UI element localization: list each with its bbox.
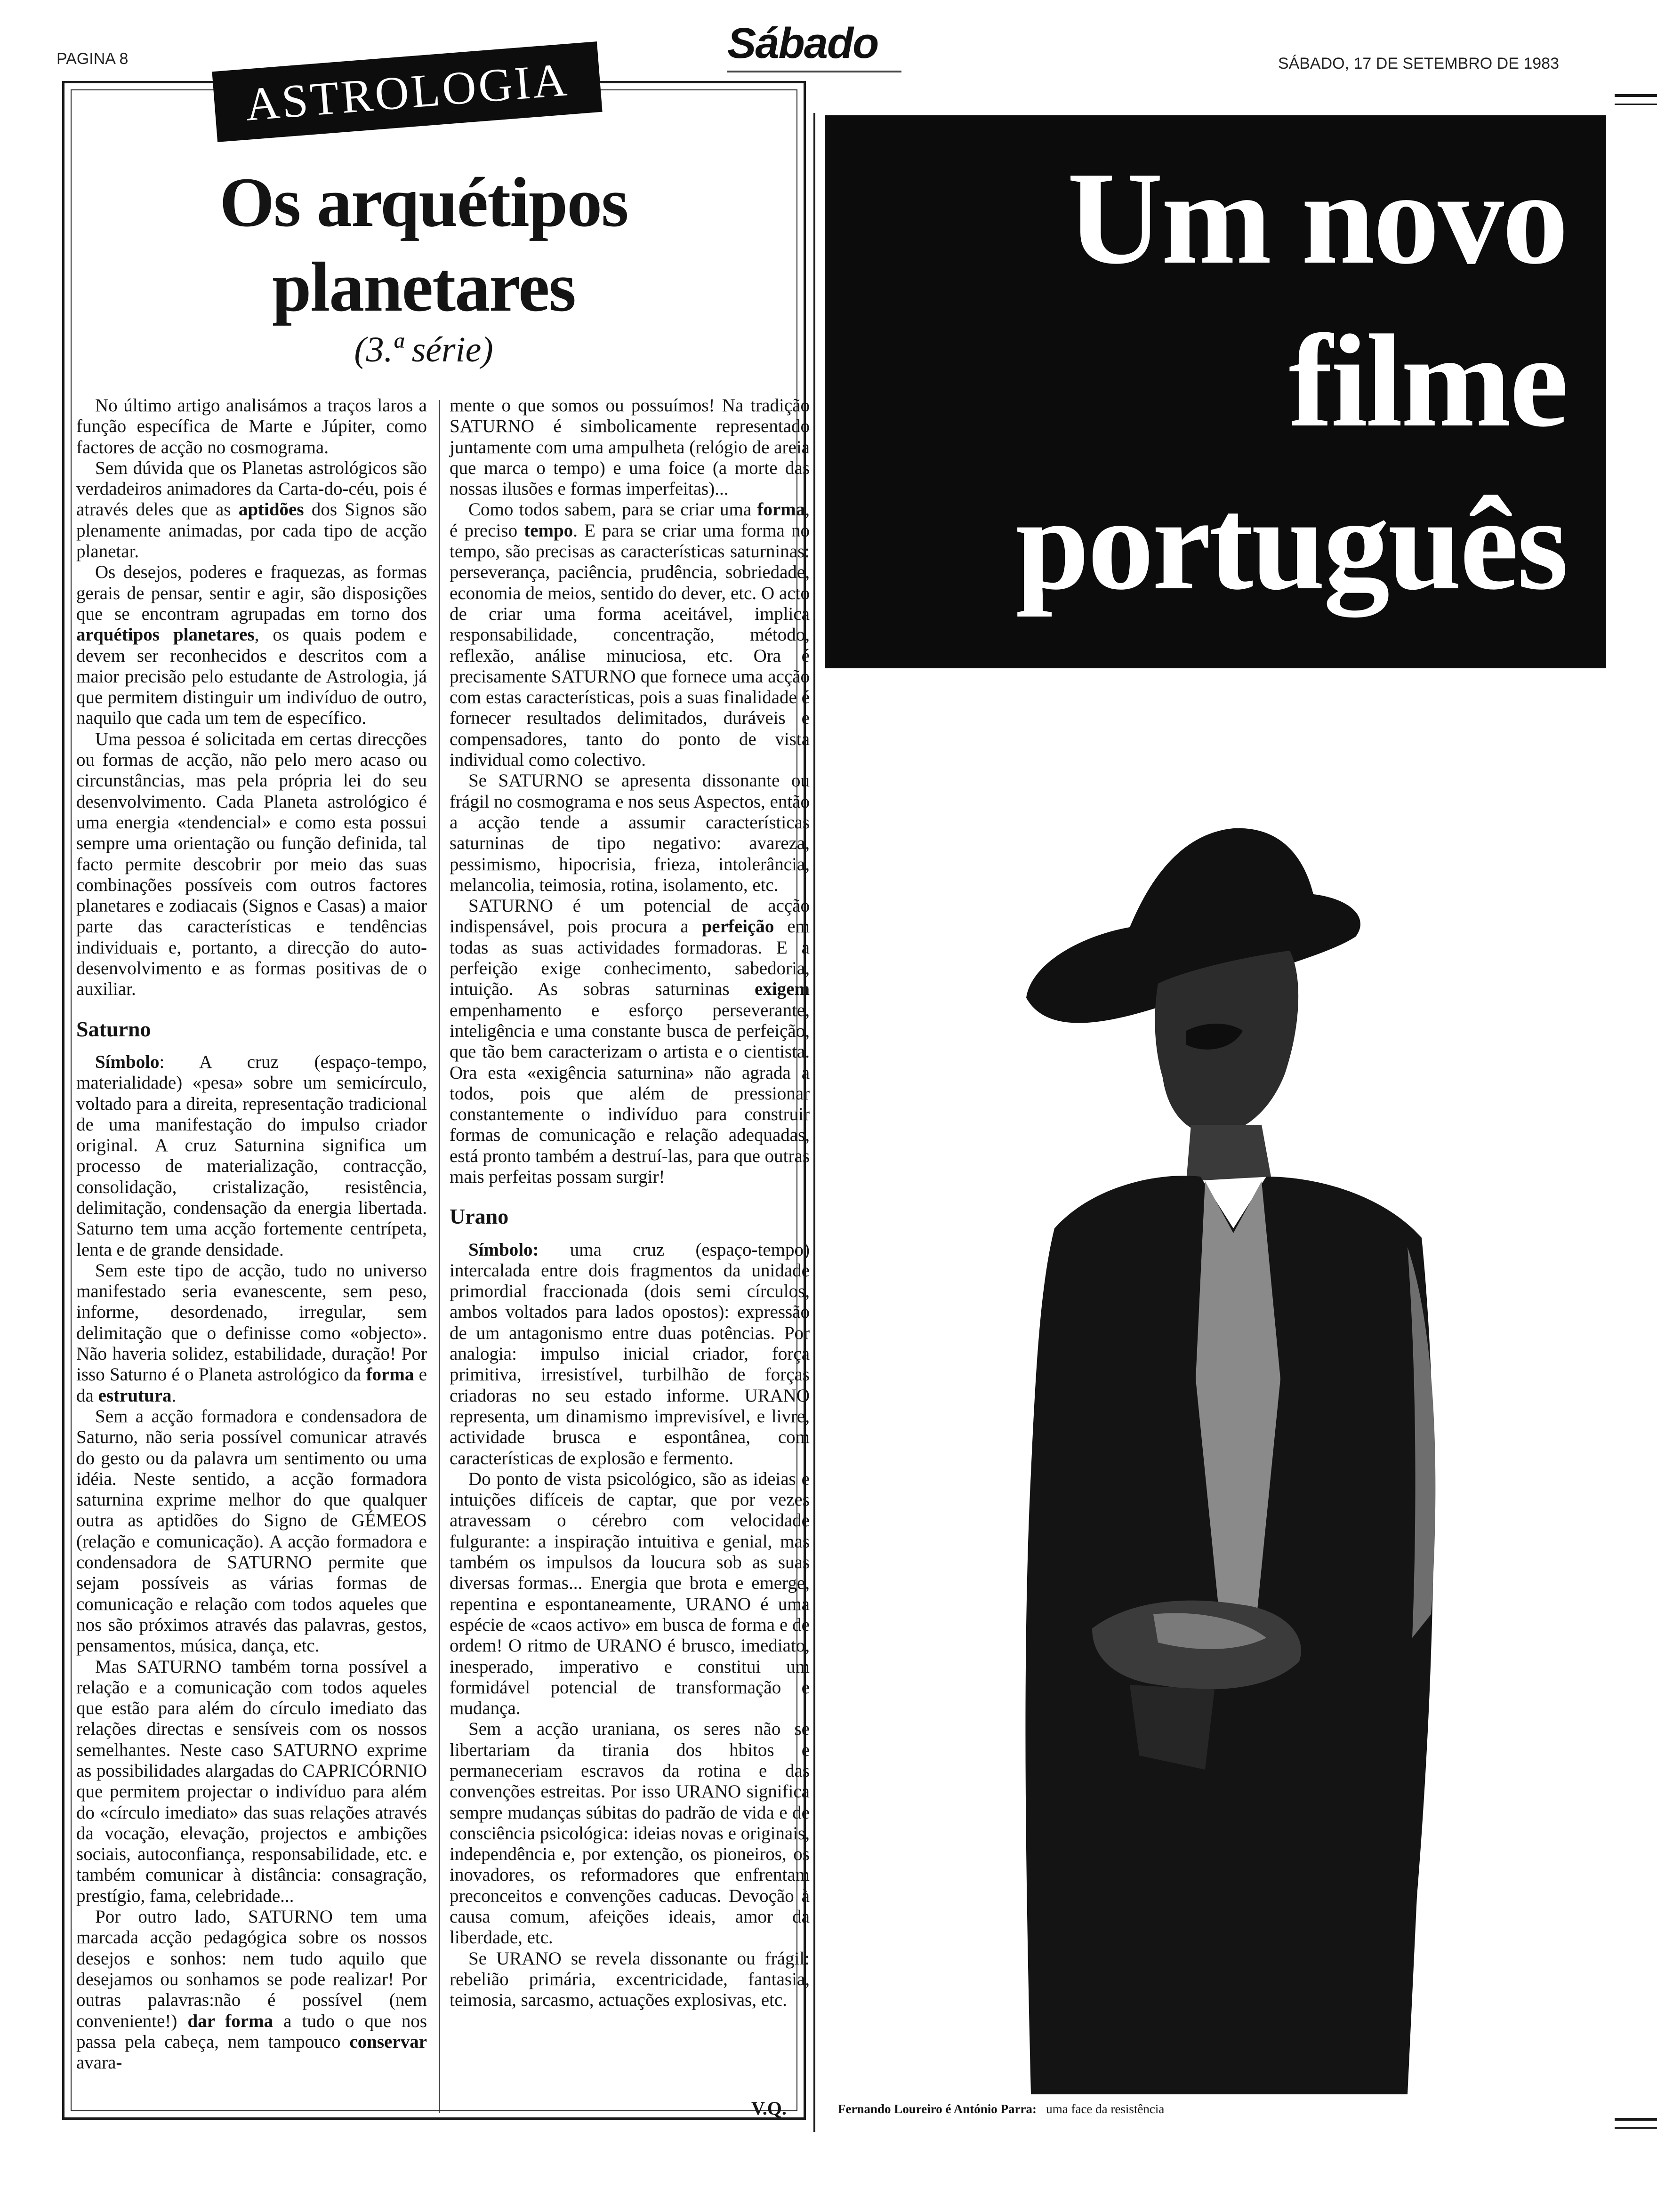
paragraph: Como todos sabem, para se criar uma forma, é preciso tempo. E para se criar uma forma no tempo, são precisas as características saturninas: perseverança, paciência, prudência, sobriedade, economia de meios, sentido do dever, etc. O acto de criar uma forma aceitável, implica responsabilidade, concentração, método, reflexão, análise minuciosa, etc. Ora é precisamente SATURNO que fornece uma acção com estas características, pois a suas finalidade é fornecer resultados delimitados, duráveis e compensadores, tanto do ponto de vista individual como colectivo. [450,499,810,770]
paragraph: Se SATURNO se apresenta dissonante ou frágil no cosmograma e nos seus Aspectos, então a acção tende a assumir características saturninas de tipo negativo: avareza, pessimismo, hipocrisia, frieza, intolerância, melancolia, teimosia, rotina, isolamento, etc. [450,770,810,895]
paragraph: Sem dúvida que os Planetas astrológicos são verdadeiros animadores da Carta-do-céu, pois é através deles que as aptidões dos Signos são plenamente animadas, por cada tipo de acção planetar. [76,457,427,562]
actor-photo [828,673,1610,2094]
subheading-urano: Urano [450,1204,509,1229]
author-signature: V.Q. [751,2098,787,2119]
masthead-underline [727,71,901,72]
paragraph: Sem a acção formadora e condensadora de Saturno, não seria possível comunicar através do gesto ou da palavra um sentimento ou uma idéia. Neste sentido, a acção formadora saturnina exprime melhor do que qualquer outra as aptidões do Signo de GÉMEOS (relação e comunicação). A acção formadora e condensadora de SATURNO permite que sejam possíveis as várias formas de comunicação e relação com todos aqueles que nos são próximos através das palavras, gestos, pensamentos, música, dança, etc. [76,1406,427,1656]
paragraph: Uma pessoa é solicitada em certas direcções ou formas de acção, não pelo mero acaso ou circunstâncias, mas pela própria lei do seu desenvolvimento. Cada Planeta astrológico é uma energia «tendencial» e como esta possui sempre uma orientação ou função definida, tal facto permite descobrir por meio das suas combinações possíveis com outros factores planetares e zodiacais (Signos e Casas) a maior parte das características e tendências individuais e, portanto, a direcção do auto-desenvolvimento e as formas positivas de o auxiliar. [76,729,427,1000]
paragraph: Sem este tipo de acção, tudo no universo manifestado seria evanescente, sem peso, informe, desordenado, irregular, sem delimitação que o definisse como «objecto». Não haveria solidez, estabilidade, duração! Por isso Saturno é o Planeta astrológico da forma e da estrutura. [76,1260,427,1406]
newspaper-masthead: Sábado [727,19,878,67]
paragraph: Do ponto de vista psicológico, são as ideias e intuições difíceis de captar, que por vezes atravessam o cérebro com velocidade fulgurante: a inspiração intuitiva e genial, mas também os impulsos da loucura sob as suas diversas formas... Energia que brota e emerge, repentina e espontaneamente, URANO é uma espécie de «caos activo» em busca de forma e de ordem! O ritmo de URANO é brusco, imediato, inesperado, imperativo e constitui um formidável potencial de transformação e mudança. [450,1468,810,1719]
paragraph: Por outro lado, SATURNO tem uma marcada acção pedagógica sobre os nossos desejos e sonhos: nem tudo aquilo que desejamos ou sonhamos se pode realizar! Por outras palavras:não é possível (nem conveniente!) dar forma a tudo o que nos passa pela cabeça, nem tampouco conservar avara- [76,1907,427,2073]
paragraph: mente o que somos ou possuímos! Na tradição SATURNO é simbolicamente representado juntamente com uma ampulheta (relógio de areia que marca o tempo) e uma foice (a morte das nossas ilusões e formas imperfeitas)... [450,395,810,499]
paragraph: SATURNO é um potencial de acção indispensável, pois procura a perfeição em todas as suas actividades formadoras. E a perfeição exige conhecimento, sabedoria, intuição. As sobras saturninas exigem empenhamento e esforço perseverante, inteligência e uma constante busca de perfeição, que tão bem caracterizam o artista e o cientista. Ora esta «exigência saturnina» não agrada a todos, pois que além de pressionar constantemente o indivíduo para construir formas de comunicação e relação adequadas, está pronto também a destruí-las, para que outras mais perfeitas possam surgir! [450,896,810,1187]
film-headline-line-3: português [1015,470,1567,617]
film-headline-line-2: filme [1288,307,1567,454]
article-subtitle: (3.ª série) [354,330,493,369]
paragraph: No último artigo analisámos a traços laros a função específica de Marte e Júpiter, como factores de acção no cosmograma. [76,395,427,457]
page-divider [813,113,815,2132]
column-divider [439,400,440,2113]
paragraph: Se URANO se revela dissonante ou frágil: rebelião primária, excentricidade, fantasia, teimosia, sarcasmo, actuações explosivas, etc. [450,1948,810,2011]
film-headline-line-1: Um novo [1067,144,1567,291]
edge-rule [1615,2118,1657,2121]
article-headline: Os arquétipos planetares [219,163,628,326]
photo-caption: Fernando Loureiro é António Parra: uma face da resistência [838,2102,1165,2116]
page-number: PAGINA 8 [56,50,129,68]
subheading-saturno: Saturno [76,1017,151,1041]
edge-rule [1615,2127,1657,2129]
edge-rule [1615,104,1657,105]
paragraph: Mas SATURNO também torna possível a relação e a comunicação com todos aqueles que estão para além do círculo imediato das relações directas e sensíveis com os nossos semelhantes. Neste caso SATURNO exprime as possibilidades alargadas do CAPRICÓRNIO que permitem projectar o indivíduo para além do «círculo imediato» das suas relações através da vocação, elevação, projectos e ambições sociais, autoconfiança, responsabilidade, etc. e também comunicar à distância: consagração, prestígio, fama, celebridade... [76,1656,427,1906]
paragraph: Os desejos, poderes e fraquezas, as formas gerais de pensar, sentir e agir, são disposições que se encontram agrupadas em torno dos arquétipos planetares, os quais podem e devem ser reconhecidos e descritos com a maior precisão pelo estudante de Astrologia, já que permitem distinguir um indivíduo de outro, naquilo que cada um tem de específico. [76,562,427,729]
section-label: ASTROLOGIA [243,53,571,131]
article-column-1 [76,395,427,2073]
paragraph: Símbolo: A cruz (espaço-tempo, materialidade) «pesa» sobre um semicírculo, voltado para a direita, representação tradicional de uma manifestação do impulso criador original. A cruz Saturnina significa um processo de materialização, contracção, consolidação, cristalização, resistência, delimitação, condensação da energia libertada. Saturno tem uma acção fortemente centrípeta, lenta e de grande densidade. [76,1051,427,1260]
issue-date: SÁBADO, 17 DE SETEMBRO DE 1983 [1278,55,1559,72]
paragraph: Símbolo: uma cruz (espaço-tempo) intercalada entre dois fragmentos da unidade primordial fraccionada (dois semi círculos, ambos voltados para lados opostos): expressão de um antagonismo entre duas potências. Por analogia: impulso inicial criador, força primitiva, irresistível, turbilhão de forças criadoras no seu estado informe. URANO representa, um dinamismo imprevisível, e livre, actividade brusca e espontânea, com características de explosão e fermento. [450,1239,810,1468]
edge-rule [1615,94,1657,97]
film-headline [1016,136,1567,625]
paragraph: Sem a acção uraniana, os seres não se libertariam da tirania dos hbitos e permaneceriam escravos da rotina e das convenções estreitas. Por isso URANO significa sempre mudanças súbitas do padrão de vida e de consciência psicológica: ideias novas e originais, independência e, por extenção, os pioneiros, os inovadores, os reformadores que enfrentam preconceitos e convenções caducas. Devoção à causa comum, afeições ideais, amor da liberdade, etc. [450,1719,810,1948]
article-column-2 [450,395,810,2137]
film-headline-banner [825,115,1606,668]
